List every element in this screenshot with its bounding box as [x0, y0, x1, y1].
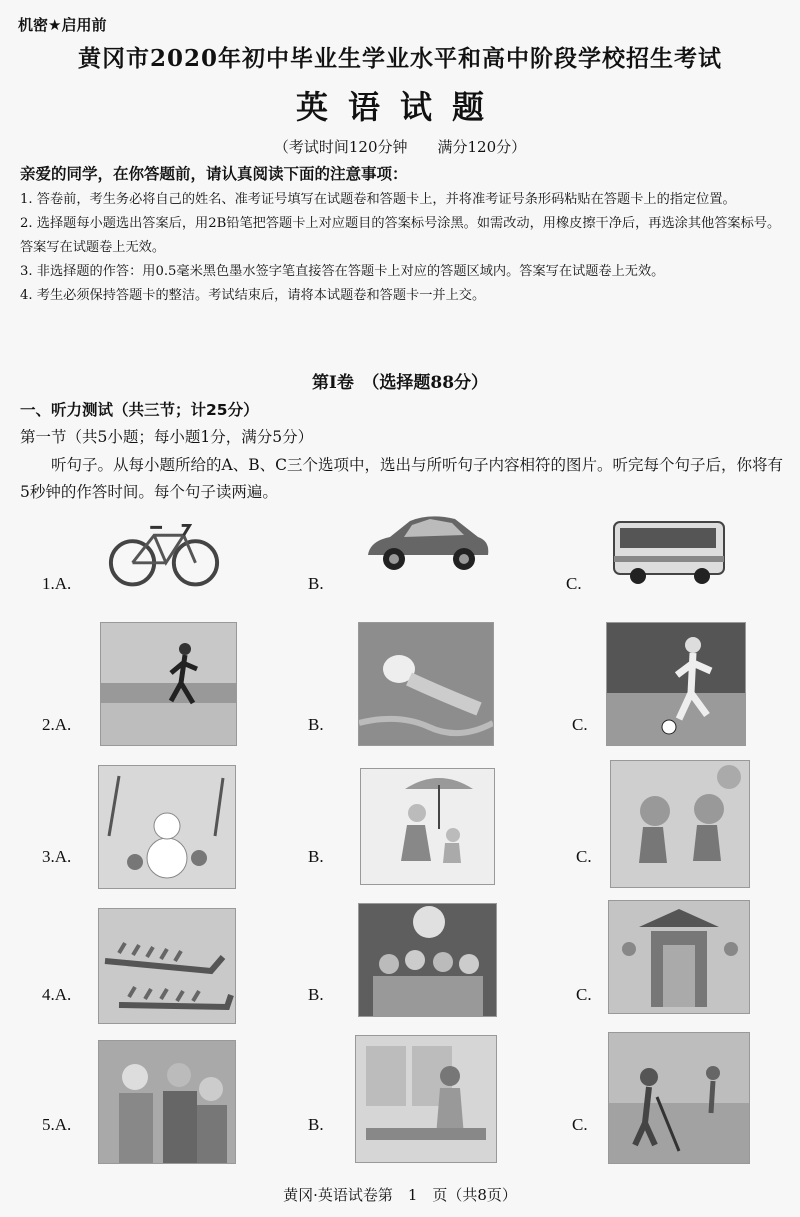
- cooking-photo: [355, 1035, 497, 1163]
- notice-list: [20, 188, 786, 308]
- notice-item: 2. 选择题每小题选出答案后，用2B铅笔把答题卡上对应题目的答案标号涂黑。如需改动，用橡皮擦干净后，再选涂其他答案标号。答案写在试题卷上无效。: [20, 216, 781, 255]
- moon-family-picture: [358, 903, 497, 1017]
- question-1-label-c: C.: [566, 574, 582, 593]
- snowman-picture: [98, 765, 236, 889]
- question-5-label-c: C.: [572, 1115, 588, 1134]
- car-icon: [360, 505, 495, 580]
- exam-time-info: （考试时间120分钟 满分120分）: [273, 138, 527, 156]
- football-photo: [606, 622, 746, 746]
- question-4-label-b: B.: [308, 985, 324, 1004]
- question-5-label-b: B.: [308, 1115, 324, 1134]
- dragon-boat-picture: [98, 908, 236, 1024]
- bicycle-icon: [105, 510, 223, 592]
- running-photo: [100, 622, 237, 746]
- question-1-label-a: 1.A.: [42, 574, 72, 593]
- question-4-label-c: C.: [576, 985, 592, 1004]
- rain-umbrella-picture: [360, 768, 495, 885]
- question-2-label-b: B.: [308, 715, 324, 734]
- swimming-photo: [358, 622, 494, 746]
- hot-summer-picture: [610, 760, 750, 888]
- question-2-label-c: C.: [572, 715, 588, 734]
- question-4-label-a: 4.A.: [42, 985, 72, 1004]
- question-1-label-b: B.: [308, 574, 324, 593]
- listening-section-heading: 一、听力测试（共三节；计25分）: [20, 401, 259, 419]
- question-3-label-c: C.: [576, 847, 592, 866]
- listening-instruction: 听句子。从每小题所给的A、B、C三个选项中，选出与所听句子内容相符的图片。听完每个句子后，你将有5秒钟的作答时间。每个句子读两遍。: [20, 456, 783, 501]
- notice-heading: 亲爱的同学，在你答题前，请认真阅读下面的注意事项：: [20, 165, 408, 183]
- confidential-label: 机密★启用前: [18, 16, 107, 34]
- subject-title: 英语试题: [295, 88, 504, 126]
- part-one-title: 第Ⅰ卷 （选择题88分）: [311, 373, 489, 393]
- subsection-heading: 第一节（共5小题；每小题1分，满分5分）: [20, 428, 314, 446]
- question-2-label-a: 2.A.: [42, 715, 72, 734]
- exam-title: 黄冈市2020年初中毕业生学业水平和高中阶段学校招生考试: [77, 45, 722, 72]
- page-footer: 黄冈·英语试卷第 1 页（共8页）: [283, 1186, 517, 1204]
- question-3-label-a: 3.A.: [42, 847, 72, 866]
- volunteers-photo: [98, 1040, 236, 1164]
- spring-festival-door-picture: [608, 900, 750, 1014]
- sweeping-street-photo: [608, 1032, 750, 1164]
- notice-item: 3. 非选择题的作答：用0.5毫米黑色墨水签字笔直接答在答题卡上对应的答题区域内。答案写在试题卷上无效。: [20, 264, 665, 279]
- notice-item: 1. 答卷前，考生务必将自己的姓名、准考证号填写在试题卷和答题卡上，并将准考证号条形码粘贴在答题卡上的指定位置。: [20, 192, 736, 207]
- question-3-label-b: B.: [308, 847, 324, 866]
- notice-item: 4. 考生必须保持答题卡的整洁。考试结束后，请将本试题卷和答题卡一并上交。: [20, 288, 486, 303]
- question-5-label-a: 5.A.: [42, 1115, 72, 1134]
- bus-icon: [610, 512, 728, 588]
